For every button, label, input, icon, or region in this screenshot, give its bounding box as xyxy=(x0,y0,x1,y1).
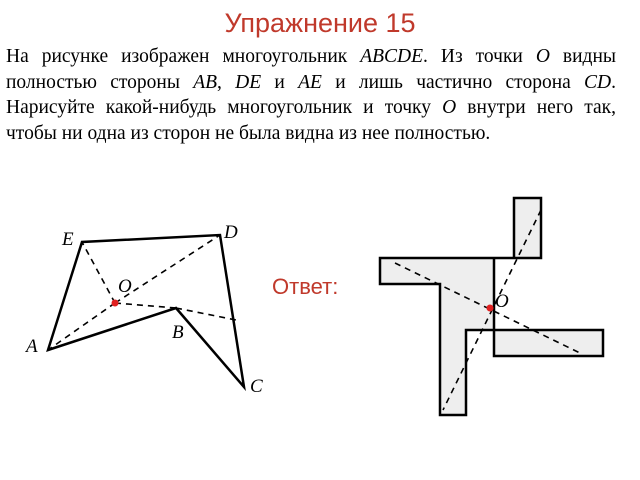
problem-text-part: На рисунке изображен многоугольник xyxy=(6,46,361,67)
point-o-marker xyxy=(487,305,494,312)
problem-text-part: . Из точки xyxy=(423,46,536,67)
point-name: O xyxy=(442,97,457,118)
problem-text-part: внутри него так, чтобы ни одна из сторон не была видна из нее полностью. xyxy=(6,97,616,144)
side-name: CD xyxy=(584,71,612,93)
problem-text-part: и лишь частично сторона xyxy=(321,71,585,93)
vertex-label-e: E xyxy=(62,229,74,250)
problem-text-part: , xyxy=(217,71,236,93)
problem-text-part: и xyxy=(261,71,299,93)
slide-title: Упражнение 15 xyxy=(224,8,416,38)
point-name: O xyxy=(535,46,550,67)
vertex-label-b: B xyxy=(172,322,184,343)
problem-text-part: . Нарисуйте какой-нибудь многоугольник и точку xyxy=(6,71,617,118)
point-label-o: O xyxy=(495,291,509,312)
vertex-label-c: C xyxy=(250,376,263,397)
problem-text-part: видны полностью стороны xyxy=(6,46,616,93)
side-name: DE xyxy=(235,71,262,93)
point-label-o: O xyxy=(118,276,132,297)
vertex-label-a: A xyxy=(26,336,38,357)
side-name: AE xyxy=(298,71,322,93)
side-name: AB xyxy=(193,71,218,93)
polygon-name: ABCDE xyxy=(360,46,424,67)
vertex-label-d: D xyxy=(224,222,238,243)
answer-label: Ответ: xyxy=(272,274,339,299)
